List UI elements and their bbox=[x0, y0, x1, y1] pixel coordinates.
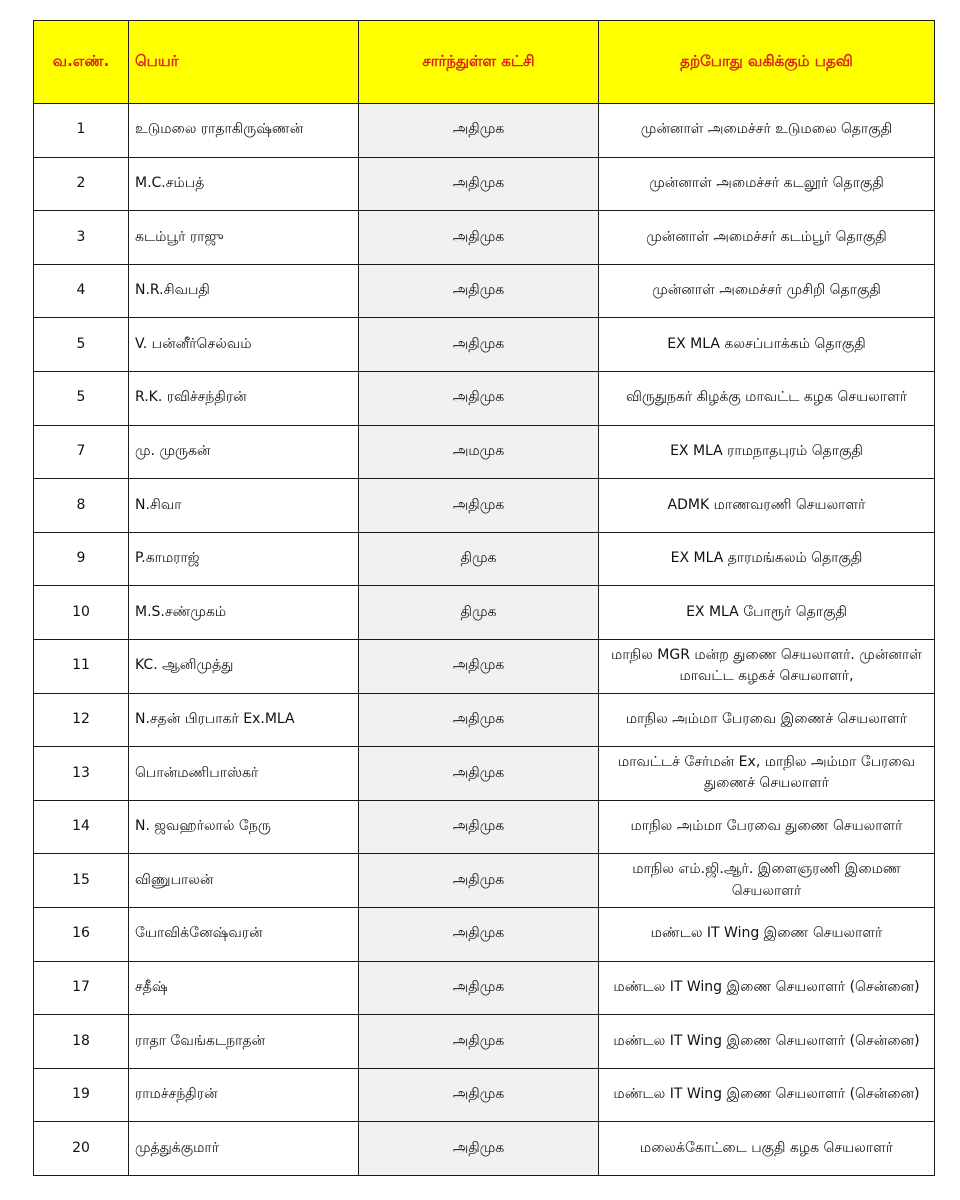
cell-current-post: மாநில அம்மா பேரவை துணை செயலாளர் bbox=[599, 800, 935, 854]
cell-name: ராதா வேங்கடநாதன் bbox=[129, 1015, 359, 1069]
cell-current-post: EX MLA போரூர் தொகுதி bbox=[599, 586, 935, 640]
cell-name: முத்துக்குமார் bbox=[129, 1122, 359, 1176]
cell-name: விணுபாலன் bbox=[129, 854, 359, 908]
cell-party: அதிமுக bbox=[359, 371, 599, 425]
cell-name: N. ஜவஹர்லால் நேரு bbox=[129, 800, 359, 854]
table-body bbox=[34, 104, 935, 1176]
cell-serial-number: 12 bbox=[34, 693, 129, 747]
cell-serial-number: 19 bbox=[34, 1068, 129, 1122]
cell-party: அதிமுக bbox=[359, 318, 599, 372]
cell-current-post: EX MLA தாரமங்கலம் தொகுதி bbox=[599, 532, 935, 586]
cell-current-post: முன்னாள் அமைச்சர் உடுமலை தொகுதி bbox=[599, 104, 935, 158]
cell-party: அதிமுக bbox=[359, 1122, 599, 1176]
cell-serial-number: 2 bbox=[34, 157, 129, 211]
cell-name: N.சதன் பிரபாகர் Ex.MLA bbox=[129, 693, 359, 747]
table-row bbox=[34, 532, 935, 586]
cell-party: அதிமுக bbox=[359, 211, 599, 265]
document-sheet bbox=[33, 20, 935, 1176]
cell-party: அதிமுக bbox=[359, 157, 599, 211]
cell-serial-number: 20 bbox=[34, 1122, 129, 1176]
table-row bbox=[34, 907, 935, 961]
table-row bbox=[34, 157, 935, 211]
cell-current-post: மண்டல IT Wing இணை செயலாளர் bbox=[599, 907, 935, 961]
cell-serial-number: 10 bbox=[34, 586, 129, 640]
cell-party: திமுக bbox=[359, 532, 599, 586]
cell-serial-number: 8 bbox=[34, 479, 129, 533]
cell-party: அதிமுக bbox=[359, 1015, 599, 1069]
cell-serial-number: 11 bbox=[34, 639, 129, 693]
cell-name: பொன்மணிபாஸ்கர் bbox=[129, 747, 359, 801]
cell-party: அதிமுக bbox=[359, 264, 599, 318]
cell-current-post: மாவட்டச் சேர்மன் Ex, மாநில அம்மா பேரவை துணைச் செயலாளர் bbox=[599, 747, 935, 801]
cell-name: R.K. ரவிச்சந்திரன் bbox=[129, 371, 359, 425]
cell-party: அதிமுக bbox=[359, 104, 599, 158]
cell-current-post: மாநில அம்மா பேரவை இணைச் செயலாளர் bbox=[599, 693, 935, 747]
cell-serial-number: 5 bbox=[34, 371, 129, 425]
header-row bbox=[34, 21, 935, 104]
cell-party: அதிமுக bbox=[359, 747, 599, 801]
table-row bbox=[34, 264, 935, 318]
cell-party: அதிமுக bbox=[359, 907, 599, 961]
cell-serial-number: 13 bbox=[34, 747, 129, 801]
table-row bbox=[34, 854, 935, 908]
cell-serial-number: 14 bbox=[34, 800, 129, 854]
table-row bbox=[34, 961, 935, 1015]
cell-name: V. பன்னீர்செல்வம் bbox=[129, 318, 359, 372]
cell-serial-number: 4 bbox=[34, 264, 129, 318]
cell-current-post: விருதுநகர் கிழக்கு மாவட்ட கழக செயலாளர் bbox=[599, 371, 935, 425]
cell-current-post: மண்டல IT Wing இணை செயலாளர் (சென்னை) bbox=[599, 1015, 935, 1069]
cell-serial-number: 7 bbox=[34, 425, 129, 479]
cell-party: அதிமுக bbox=[359, 800, 599, 854]
header-name: பெயர் bbox=[129, 21, 359, 104]
cell-name: மு. முருகன் bbox=[129, 425, 359, 479]
table-row bbox=[34, 800, 935, 854]
table-row bbox=[34, 747, 935, 801]
cell-serial-number: 17 bbox=[34, 961, 129, 1015]
cell-party: அதிமுக bbox=[359, 693, 599, 747]
cell-name: யோவிக்னேஷ்வரன் bbox=[129, 907, 359, 961]
header-party: சார்ந்துள்ள கட்சி bbox=[359, 21, 599, 104]
table-row bbox=[34, 371, 935, 425]
cell-current-post: முன்னாள் அமைச்சர் கடம்பூர் தொகுதி bbox=[599, 211, 935, 265]
cell-current-post: முன்னாள் அமைச்சர் கடலூர் தொகுதி bbox=[599, 157, 935, 211]
cell-party: அதிமுக bbox=[359, 639, 599, 693]
cell-current-post: ADMK மாணவரணி செயலாளர் bbox=[599, 479, 935, 533]
cell-current-post: EX MLA ராமநாதபுரம் தொகுதி bbox=[599, 425, 935, 479]
table-row bbox=[34, 693, 935, 747]
cell-serial-number: 5 bbox=[34, 318, 129, 372]
table-row bbox=[34, 1015, 935, 1069]
cell-current-post: மண்டல IT Wing இணை செயலாளர் (சென்னை) bbox=[599, 1068, 935, 1122]
table-row bbox=[34, 586, 935, 640]
table-row bbox=[34, 1068, 935, 1122]
cell-serial-number: 9 bbox=[34, 532, 129, 586]
table-row bbox=[34, 639, 935, 693]
cell-serial-number: 3 bbox=[34, 211, 129, 265]
cell-serial-number: 16 bbox=[34, 907, 129, 961]
table-row bbox=[34, 318, 935, 372]
header-serial-number: வ.எண். bbox=[34, 21, 129, 104]
cell-party: திமுக bbox=[359, 586, 599, 640]
cell-party: அதிமுக bbox=[359, 479, 599, 533]
cell-serial-number: 1 bbox=[34, 104, 129, 158]
members-table bbox=[33, 20, 935, 1176]
cell-current-post: முன்னாள் அமைச்சர் முசிறி தொகுதி bbox=[599, 264, 935, 318]
table-row bbox=[34, 211, 935, 265]
cell-current-post: மலைக்கோட்டை பகுதி கழக செயலாளர் bbox=[599, 1122, 935, 1176]
cell-party: அதிமுக bbox=[359, 1068, 599, 1122]
cell-serial-number: 18 bbox=[34, 1015, 129, 1069]
cell-serial-number: 15 bbox=[34, 854, 129, 908]
cell-name: P.காமராஜ் bbox=[129, 532, 359, 586]
cell-current-post: மாநில எம்.ஜி.ஆர். இளைஞரணி இமைண செயலாளர் bbox=[599, 854, 935, 908]
table-row bbox=[34, 425, 935, 479]
cell-current-post: மாநில MGR மன்ற துணை செயலாளர். முன்னாள் மாவட்ட கழகச் செயலாளர், bbox=[599, 639, 935, 693]
table-row bbox=[34, 104, 935, 158]
cell-party: அதிமுக bbox=[359, 961, 599, 1015]
cell-party: அதிமுக bbox=[359, 854, 599, 908]
cell-name: கடம்பூர் ராஜு bbox=[129, 211, 359, 265]
table-row bbox=[34, 1122, 935, 1176]
cell-name: KC. ஆனிமுத்து bbox=[129, 639, 359, 693]
cell-name: M.C.சம்பத் bbox=[129, 157, 359, 211]
cell-name: M.S.சண்முகம் bbox=[129, 586, 359, 640]
cell-name: ராமச்சந்திரன் bbox=[129, 1068, 359, 1122]
cell-name: N.சிவா bbox=[129, 479, 359, 533]
cell-current-post: மண்டல IT Wing இணை செயலாளர் (சென்னை) bbox=[599, 961, 935, 1015]
table-row bbox=[34, 479, 935, 533]
header-current-post: தற்போது வகிக்கும் பதவி bbox=[599, 21, 935, 104]
table-header bbox=[34, 21, 935, 104]
cell-name: உடுமலை ராதாகிருஷ்ணன் bbox=[129, 104, 359, 158]
cell-current-post: EX MLA கலசப்பாக்கம் தொகுதி bbox=[599, 318, 935, 372]
cell-party: அமமுக bbox=[359, 425, 599, 479]
cell-name: N.R.சிவபதி bbox=[129, 264, 359, 318]
cell-name: சதீஷ் bbox=[129, 961, 359, 1015]
